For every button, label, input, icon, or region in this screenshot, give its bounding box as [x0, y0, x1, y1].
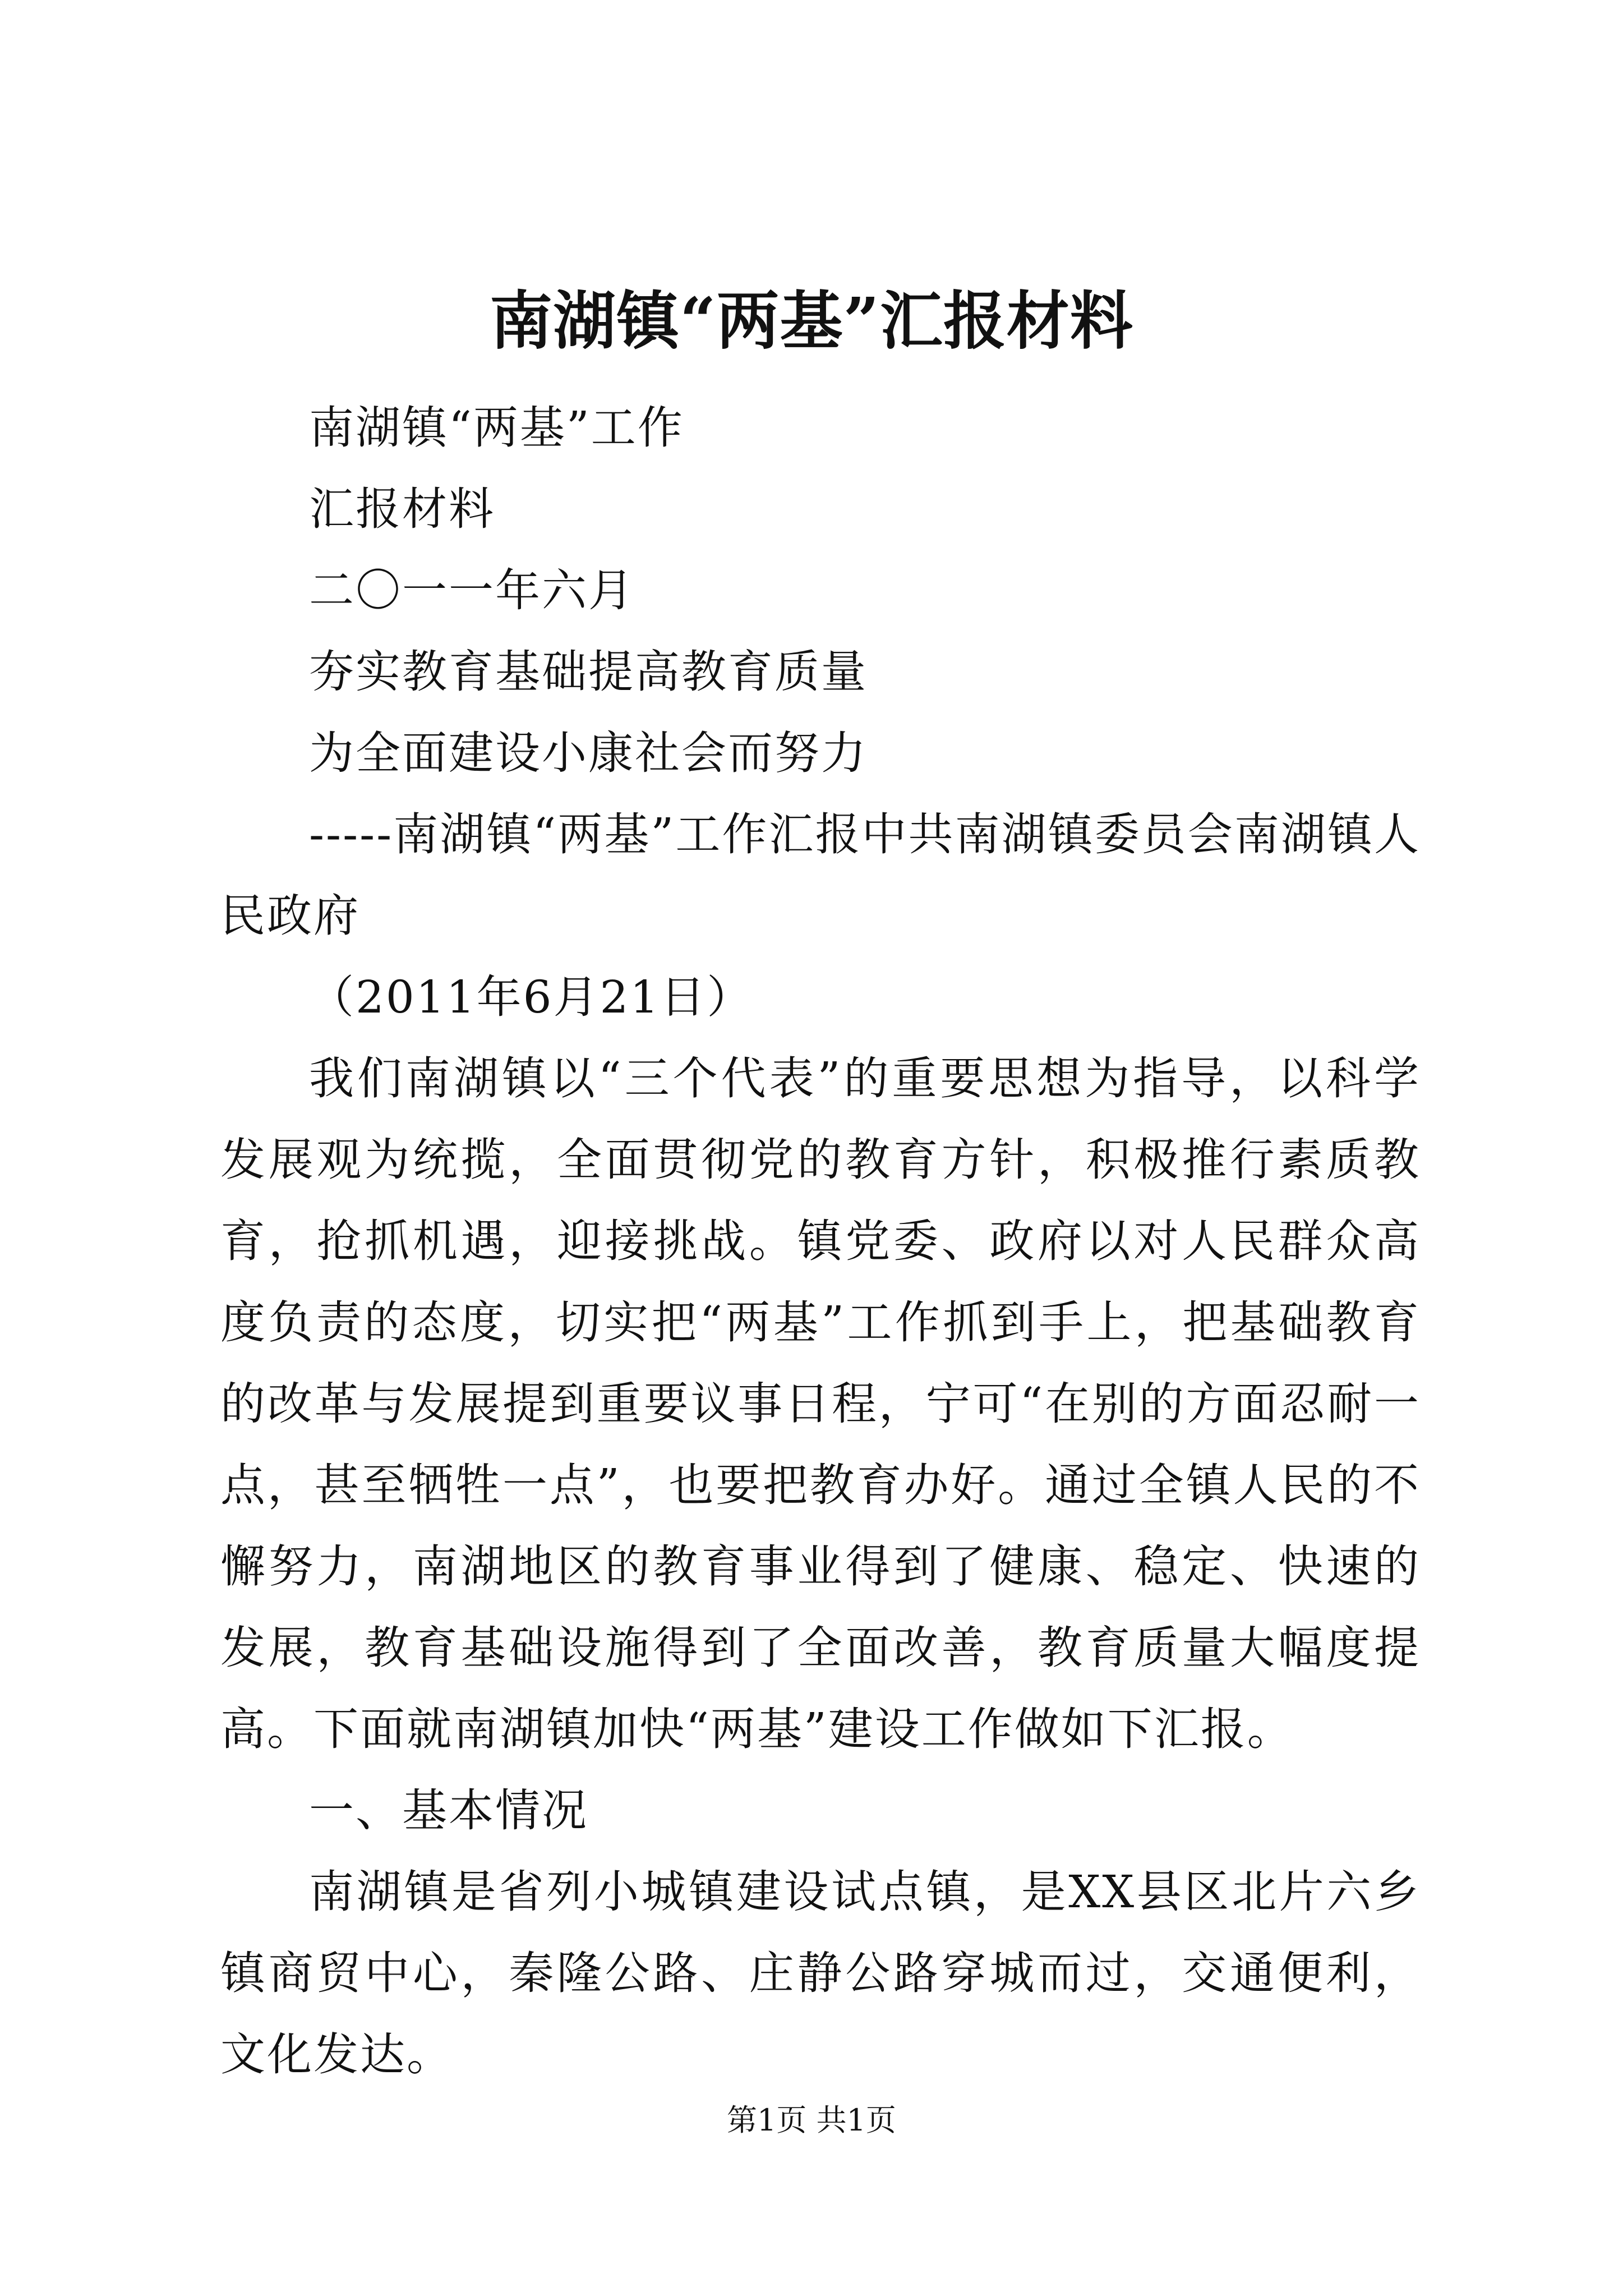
- report-date: （2011年6月21日）: [309, 971, 754, 1023]
- page-footer: 第1页 共1页: [727, 2102, 896, 2138]
- issuer-line: -----南湖镇“两基”工作汇报中共南湖镇委员会南湖镇人民政府: [220, 808, 1421, 942]
- document-body: [220, 387, 1421, 2095]
- date-line: 二〇一一年六月: [309, 564, 635, 616]
- theme-line: 为全面建设小康社会而努力: [309, 727, 868, 779]
- theme-line: 夯实教育基础提高教育质量: [309, 646, 868, 698]
- body-paragraph: 我们南湖镇以“三个代表”的重要思想为指导，以科学发展观为统揽，全面贯彻党的教育方针，积极推行素质教育，抢抓机遇，迎接挑战。镇党委、政府以对人民群众高度负责的态度，切实把“两基”工作抓到手上，把基础教育的改革与发展提到重要议事日程，宁可“在别的方面忍耐一点，甚至牺牲一点”，也要把教育办好。通过全镇人民的不懈努力，南湖地区的教育事业得到了健康、稳定、快速的发展，教育基础设施得到了全面改善，教育质量大幅度提高。下面就南湖镇加快“两基”建设工作做如下汇报。: [220, 1052, 1421, 1755]
- document-title: 南湖镇“两基”汇报材料: [490, 284, 1133, 358]
- section-heading: 一、基本情况: [309, 1784, 588, 1837]
- body-paragraph: 南湖镇是省列小城镇建设试点镇，是XX县区北片六乡镇商贸中心，秦隆公路、庄静公路穿城而过，交通便利，文化发达。: [220, 1866, 1421, 2081]
- subtitle-line: 南湖镇“两基”工作: [309, 402, 684, 454]
- subtitle-line: 汇报材料: [309, 483, 495, 535]
